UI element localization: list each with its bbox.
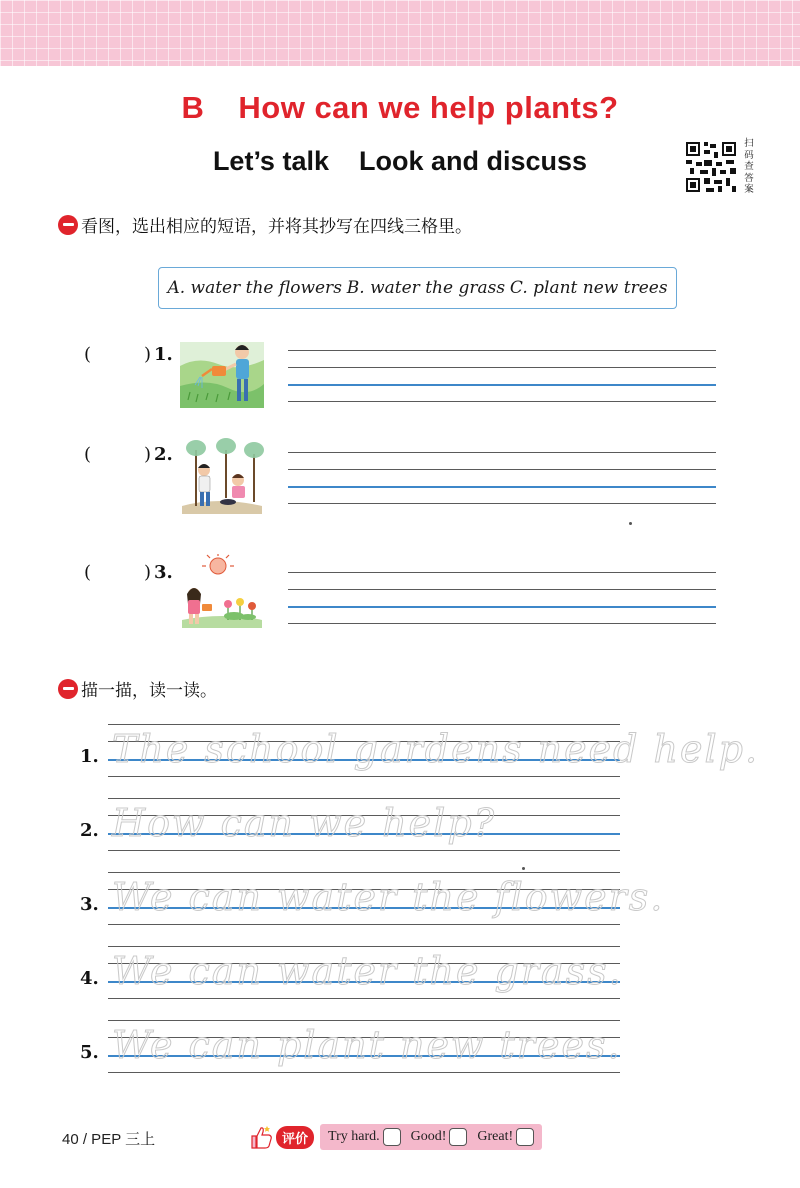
answer-bracket-1[interactable] [84, 344, 174, 365]
answer-bracket-2[interactable] [84, 444, 174, 465]
evaluation-options [320, 1124, 542, 1150]
speck [629, 522, 632, 525]
qr-code-icon[interactable] [684, 140, 738, 194]
writing-lines-3[interactable] [288, 568, 716, 622]
try-hard-checkbox[interactable] [383, 1128, 401, 1146]
trace-line-3 [0, 872, 800, 932]
exercise-1-text: 看图，选出相应的短语，并将其抄写在四线三格里。 [81, 217, 472, 237]
section-letter: B [181, 90, 205, 125]
evaluation-label: 评价 [276, 1126, 314, 1149]
exercise-1-badge [58, 215, 78, 235]
bracket-close: ) [144, 444, 152, 465]
bracket-close: ) [144, 562, 152, 583]
writing-lines-2[interactable] [288, 448, 716, 502]
self-evaluation [248, 1122, 542, 1152]
question-row-1 [0, 344, 800, 434]
question-number: 2. [154, 444, 173, 465]
speck [522, 867, 525, 870]
trace-text: We can water the flowers. [112, 875, 665, 919]
option-good-label: Good! [410, 1129, 447, 1144]
answer-bracket-3[interactable] [84, 562, 174, 583]
trace-line-2 [0, 798, 800, 858]
option-try-hard[interactable] [328, 1128, 401, 1146]
option-c: C. plant new trees [509, 278, 668, 298]
bracket-open: ( [84, 562, 92, 583]
option-a: A. water the flowers [167, 278, 342, 298]
bracket-open: ( [84, 344, 92, 365]
subtitle-look-discuss: Look and discuss [358, 146, 588, 176]
section-title [0, 90, 800, 126]
writing-lines-1[interactable] [288, 346, 716, 400]
phrase-options-box [158, 267, 677, 309]
trace-number: 3. [80, 894, 99, 915]
qr-caption: 扫码查答案 [744, 138, 754, 195]
thumbs-up-icon [248, 1124, 274, 1150]
subtitle-lets-talk: Let’s talk [212, 146, 329, 176]
exercise-1-instruction [58, 212, 472, 237]
trace-line-4 [0, 946, 800, 1006]
question-number: 3. [154, 562, 173, 583]
question-number: 1. [154, 344, 173, 365]
section-heading: How can we help plants? [238, 90, 619, 125]
exercise-2-text: 描一描，读一读。 [81, 681, 217, 701]
trace-text: How can we help? [112, 801, 497, 845]
option-try-hard-label: Try hard. [328, 1129, 380, 1144]
trace-number: 4. [80, 968, 99, 989]
good-checkbox[interactable] [449, 1128, 467, 1146]
trace-text: We can plant new trees. [112, 1023, 622, 1067]
option-b: B. water the grass [346, 278, 506, 298]
trace-text: We can water the grass. [112, 949, 623, 993]
trace-line-1 [0, 724, 800, 784]
lesson-subtitle [0, 146, 800, 177]
option-great[interactable] [477, 1128, 534, 1146]
trace-text: The school gardens need help. [112, 727, 760, 771]
question-row-3 [0, 562, 800, 652]
boy-watering-grass-illustration [178, 336, 266, 416]
children-planting-trees-illustration [178, 436, 266, 516]
exercise-2-badge [58, 679, 78, 699]
page-number: 40 / PEP 三上 [62, 1131, 156, 1148]
trace-number: 2. [80, 820, 99, 841]
exercise-2-instruction [58, 676, 217, 701]
girl-watering-flowers-illustration [178, 554, 266, 634]
bracket-open: ( [84, 444, 92, 465]
trace-number: 5. [80, 1042, 99, 1063]
trace-line-5 [0, 1020, 800, 1080]
great-checkbox[interactable] [516, 1128, 534, 1146]
option-great-label: Great! [477, 1129, 514, 1144]
header-band [0, 0, 800, 66]
trace-number: 1. [80, 746, 99, 767]
question-row-2 [0, 444, 800, 534]
bracket-close: ) [144, 344, 152, 365]
option-good[interactable] [411, 1128, 468, 1146]
